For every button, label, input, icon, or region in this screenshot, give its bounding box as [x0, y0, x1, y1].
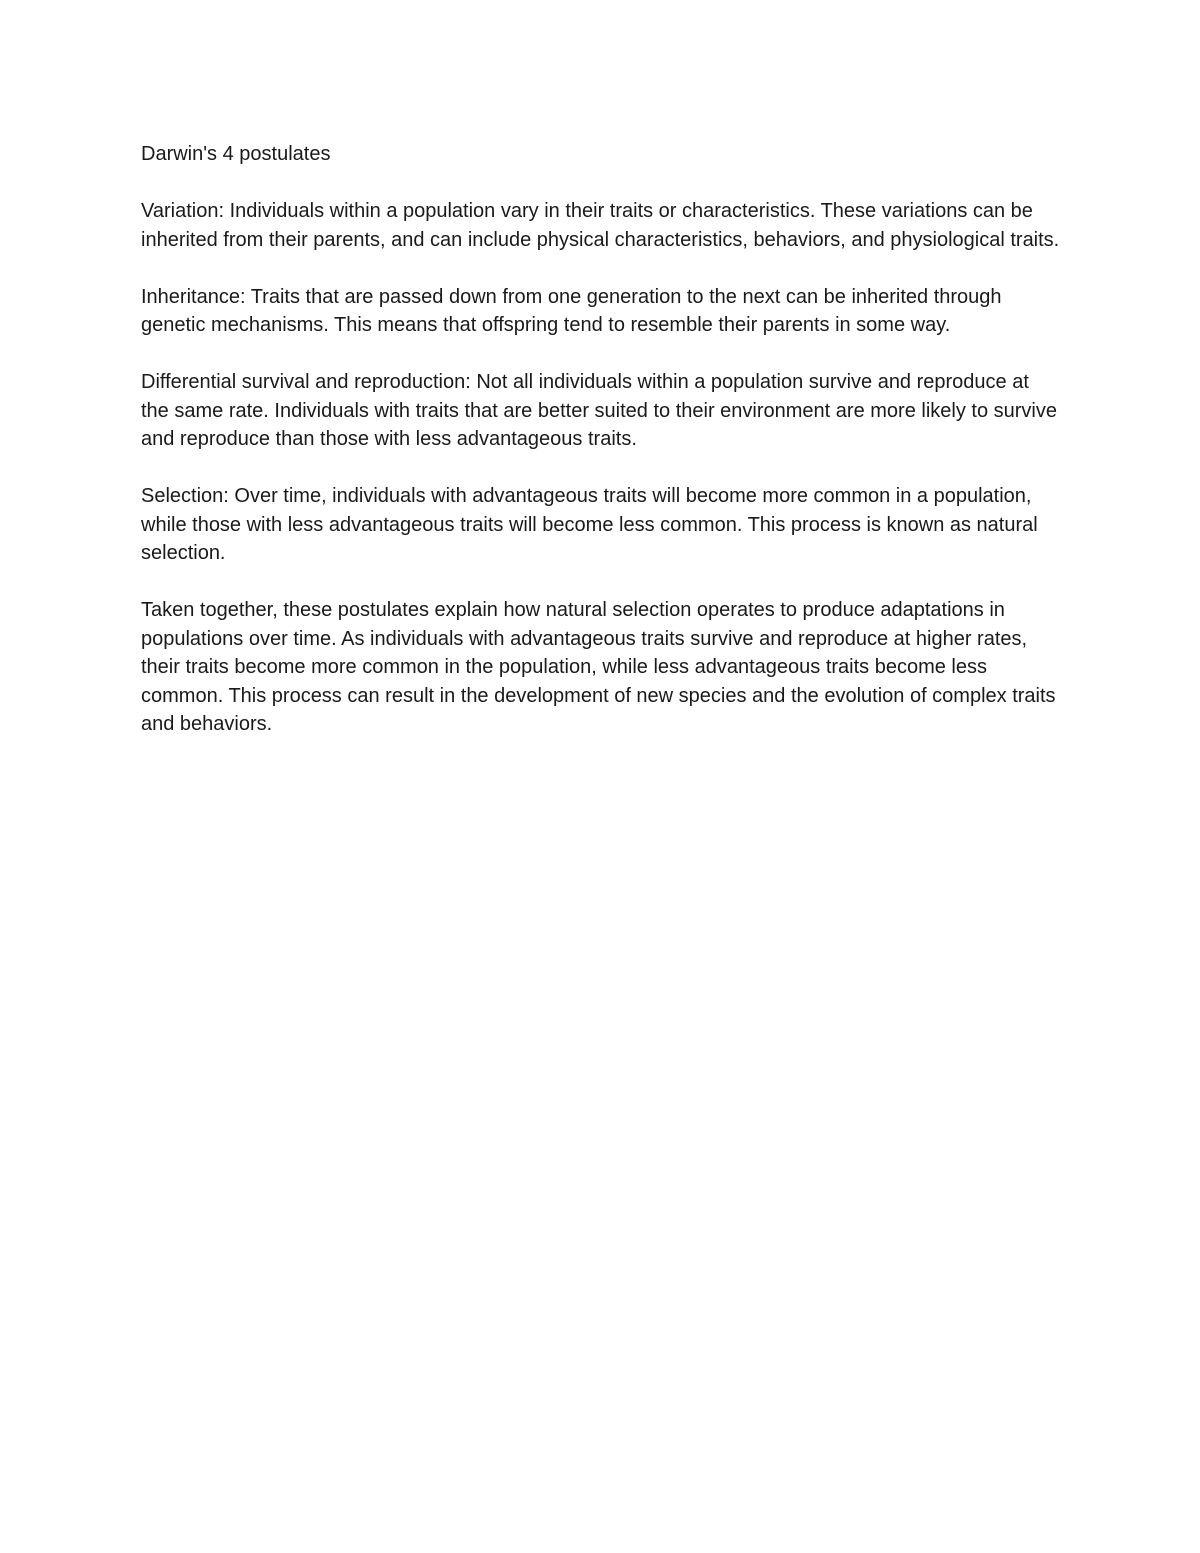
document-title: Darwin's 4 postulates — [141, 143, 331, 165]
paragraph-variation: Variation: Individuals within a population vary in their traits or characteristics. These variations can be inherited from their parents, and can include physical characteristics, behaviors, and physiological traits. — [141, 200, 1060, 251]
paragraph-summary: Taken together, these postulates explain how natural selection operates to produce adaptations in populations over time. As individuals with advantageous traits survive and reproduce at higher rates, their traits become more common in the population, while less advantageous traits become less common. This process can result in the development of new species and the evolution of complex traits and behaviors. — [141, 599, 1056, 735]
paragraph-inheritance: Inheritance: Traits that are passed down from one generation to the next can be inherited through genetic mechanisms. This means that offspring tend to resemble their parents in some way. — [141, 285, 1002, 336]
document-body — [141, 140, 1061, 767]
paragraph-differential-survival: Differential survival and reproduction: Not all individuals within a population survive and reproduce at the same rate. Individuals with traits that are better suited to their environment are more likely to survive and reproduce than those with less advantageous traits. — [141, 371, 1057, 450]
paragraph-selection: Selection: Over time, individuals with advantageous traits will become more common in a population, while those with less advantageous traits will become less common. This process is known as natural selection. — [141, 485, 1038, 564]
